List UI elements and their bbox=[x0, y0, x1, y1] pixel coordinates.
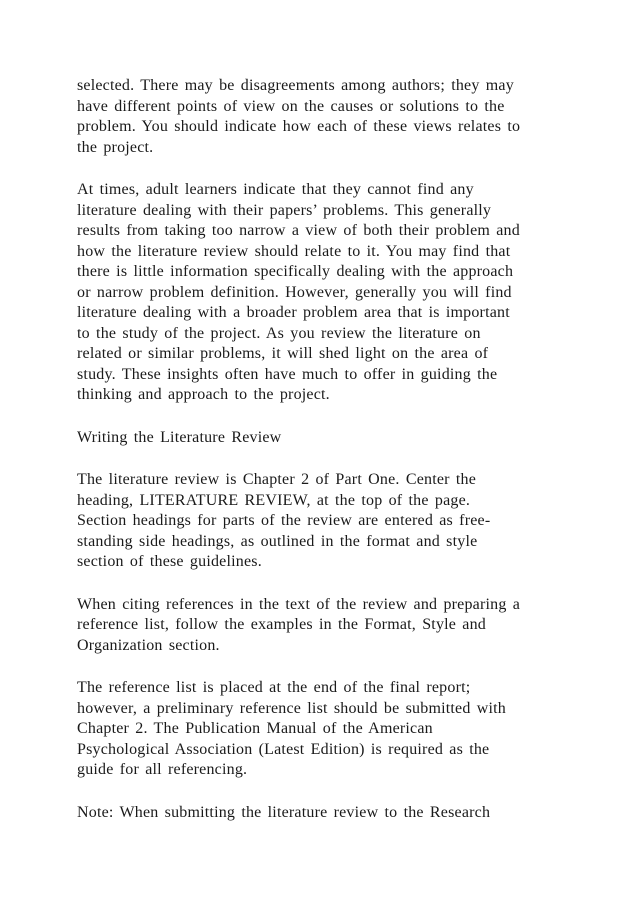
text-line: thinking and approach to the project. bbox=[77, 386, 330, 403]
section-heading-text: Writing the Literature Review bbox=[77, 428, 282, 446]
text-line: The reference list is placed at the end of the final report; bbox=[77, 679, 471, 696]
paragraph-chapter-two bbox=[77, 470, 577, 573]
text-line: related or similar problems, it will shed light on the area of bbox=[77, 345, 489, 362]
paragraph-citing-references bbox=[77, 595, 577, 657]
paragraph-adult-learners bbox=[77, 180, 577, 406]
text-line: Organization section. bbox=[77, 636, 220, 654]
text-line: literature dealing with their papers’ problems. This generally bbox=[77, 201, 492, 219]
text-line: guide for all referencing. bbox=[77, 761, 248, 778]
text-line: there is little information specifically dealing with the approach bbox=[77, 263, 514, 280]
section-heading bbox=[77, 428, 577, 449]
text-line: literature dealing with a broader problem area that is important bbox=[77, 304, 510, 321]
text-line: Note: When submitting the literature review to the Research bbox=[77, 803, 491, 821]
paragraph-note bbox=[77, 803, 577, 824]
text-line: results from taking too narrow a view of both their problem and bbox=[77, 222, 520, 239]
text-line: When citing references in the text of the review and preparing a bbox=[77, 595, 521, 613]
text-line: reference list, follow the examples in the Format, Style and bbox=[77, 616, 486, 633]
text-line: Psychological Association (Latest Edition) is required as the bbox=[77, 740, 490, 758]
text-line: to the study of the project. As you review the literature on bbox=[77, 324, 481, 342]
text-line: selected. There may be disagreements among authors; they may bbox=[77, 77, 514, 94]
text-line: heading, LITERATURE REVIEW, at the top of the page. bbox=[77, 491, 471, 509]
text-line: how the literature review should relate to it. You may find that bbox=[77, 242, 511, 260]
text-line: Section headings for parts of the review are entered as free- bbox=[77, 512, 491, 529]
text-line: the project. bbox=[77, 138, 154, 156]
text-line: have different points of view on the causes or solutions to the bbox=[77, 97, 505, 115]
text-line: At times, adult learners indicate that they cannot find any bbox=[77, 181, 474, 198]
text-line: however, a preliminary reference list should be submitted with bbox=[77, 699, 506, 717]
text-line: Chapter 2. The Publication Manual of the American bbox=[77, 720, 433, 737]
text-line: study. These insights often have much to offer in guiding the bbox=[77, 365, 498, 383]
paragraph-reference-list bbox=[77, 678, 577, 781]
text-line: or narrow problem definition. However, generally you will find bbox=[77, 283, 512, 301]
paragraph-viewpoints bbox=[77, 76, 577, 158]
text-line: standing side headings, as outlined in the format and style bbox=[77, 532, 478, 550]
text-line: problem. You should indicate how each of these views relates to bbox=[77, 118, 521, 135]
document-page bbox=[77, 76, 577, 845]
text-line: The literature review is Chapter 2 of Part One. Center the bbox=[77, 471, 477, 488]
text-line: section of these guidelines. bbox=[77, 553, 262, 570]
